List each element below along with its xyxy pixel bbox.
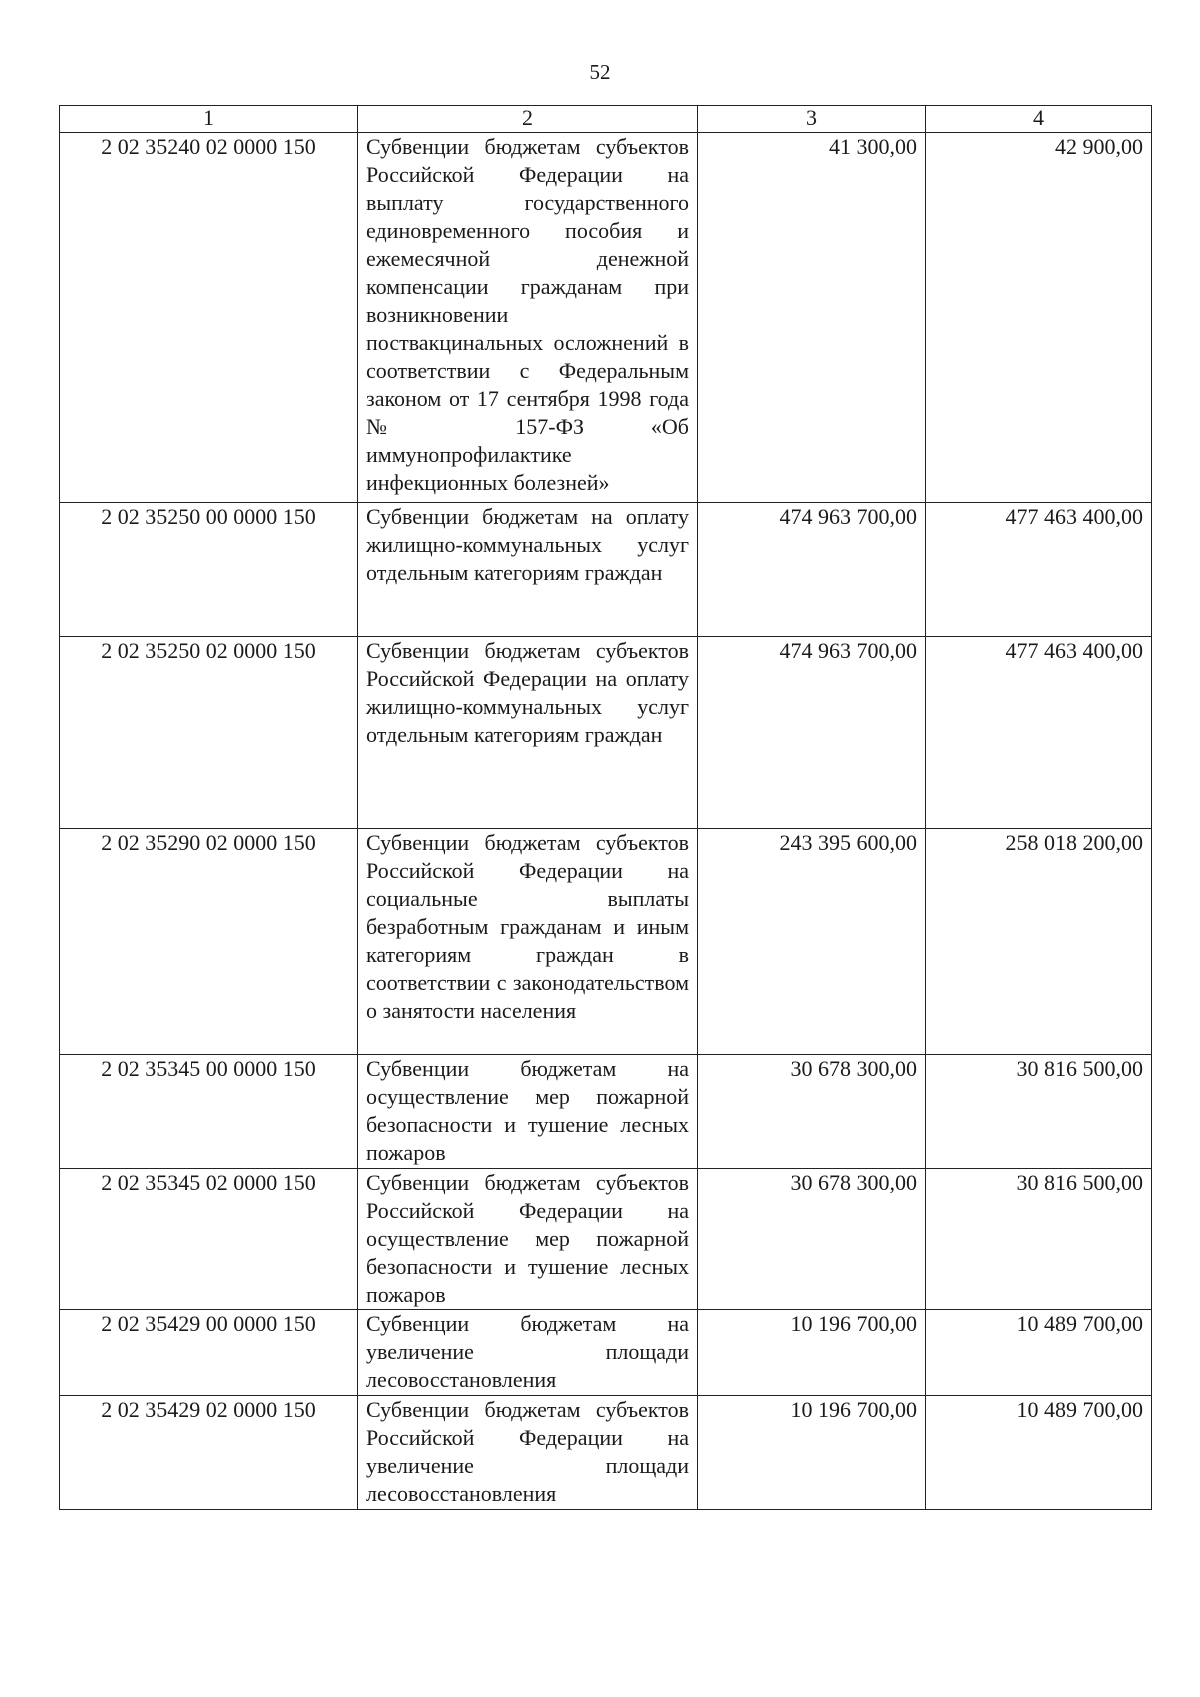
header-col-4: 4 <box>926 106 1152 133</box>
table-row <box>60 829 1152 1055</box>
budget-code: 2 02 35345 02 0000 150 <box>60 1169 358 1310</box>
amount-col-3: 30 678 300,00 <box>698 1169 926 1310</box>
amount-col-4: 10 489 700,00 <box>926 1310 1152 1396</box>
row-description: Субвенции бюджетам субъектов Российской Федерации на социальные выплаты безработным гражданам и иным категориям граждан в соответствии с законодательством о занятости населения <box>358 829 698 1055</box>
budget-table <box>59 105 1152 1510</box>
amount-col-4: 30 816 500,00 <box>926 1055 1152 1169</box>
header-col-1: 1 <box>60 106 358 133</box>
budget-code: 2 02 35290 02 0000 150 <box>60 829 358 1055</box>
row-description: Субвенции бюджетам субъектов Российской Федерации на оплату жилищно-коммунальных услуг отдельным категориям граждан <box>358 637 698 829</box>
amount-col-3: 10 196 700,00 <box>698 1310 926 1396</box>
table-row <box>60 637 1152 829</box>
amount-col-3: 10 196 700,00 <box>698 1396 926 1510</box>
amount-col-4: 30 816 500,00 <box>926 1169 1152 1310</box>
header-col-2: 2 <box>358 106 698 133</box>
budget-code: 2 02 35429 02 0000 150 <box>60 1396 358 1510</box>
table-row <box>60 1310 1152 1396</box>
row-description: Субвенции бюджетам на осуществление мер пожарной безопасности и тушение лесных пожаров <box>358 1055 698 1169</box>
amount-col-4: 10 489 700,00 <box>926 1396 1152 1510</box>
budget-code: 2 02 35250 02 0000 150 <box>60 637 358 829</box>
amount-col-4: 477 463 400,00 <box>926 503 1152 637</box>
table-row <box>60 1055 1152 1169</box>
header-col-3: 3 <box>698 106 926 133</box>
table-row <box>60 133 1152 503</box>
row-description: Субвенции бюджетам на увеличение площади лесовосстановления <box>358 1310 698 1396</box>
amount-col-4: 477 463 400,00 <box>926 637 1152 829</box>
amount-col-3: 41 300,00 <box>698 133 926 503</box>
amount-col-3: 30 678 300,00 <box>698 1055 926 1169</box>
budget-code: 2 02 35345 00 0000 150 <box>60 1055 358 1169</box>
table-row <box>60 1169 1152 1310</box>
row-description: Субвенции бюджетам субъектов Российской Федерации на выплату государственного единовременного пособия и ежемесячной денежной компенсации гражданам при возникновении поствакцинальных осложнений в соответствии с Федеральным законом от 17 сентября 1998 года № 157-ФЗ «Об иммунопрофилактике инфекционных болезней» <box>358 133 698 503</box>
page-number: 52 <box>589 60 611 84</box>
amount-col-3: 474 963 700,00 <box>698 503 926 637</box>
table-row <box>60 503 1152 637</box>
budget-code: 2 02 35240 02 0000 150 <box>60 133 358 503</box>
amount-col-4: 258 018 200,00 <box>926 829 1152 1055</box>
table-header-row <box>60 106 1152 133</box>
table-row <box>60 1396 1152 1510</box>
row-description: Субвенции бюджетам субъектов Российской Федерации на осуществление мер пожарной безопасности и тушение лесных пожаров <box>358 1169 698 1310</box>
amount-col-3: 243 395 600,00 <box>698 829 926 1055</box>
budget-code: 2 02 35250 00 0000 150 <box>60 503 358 637</box>
row-description: Субвенции бюджетам субъектов Российской Федерации на увеличение площади лесовосстановления <box>358 1396 698 1510</box>
budget-code: 2 02 35429 00 0000 150 <box>60 1310 358 1396</box>
amount-col-3: 474 963 700,00 <box>698 637 926 829</box>
row-description: Субвенции бюджетам на оплату жилищно-коммунальных услуг отдельным категориям граждан <box>358 503 698 637</box>
amount-col-4: 42 900,00 <box>926 133 1152 503</box>
